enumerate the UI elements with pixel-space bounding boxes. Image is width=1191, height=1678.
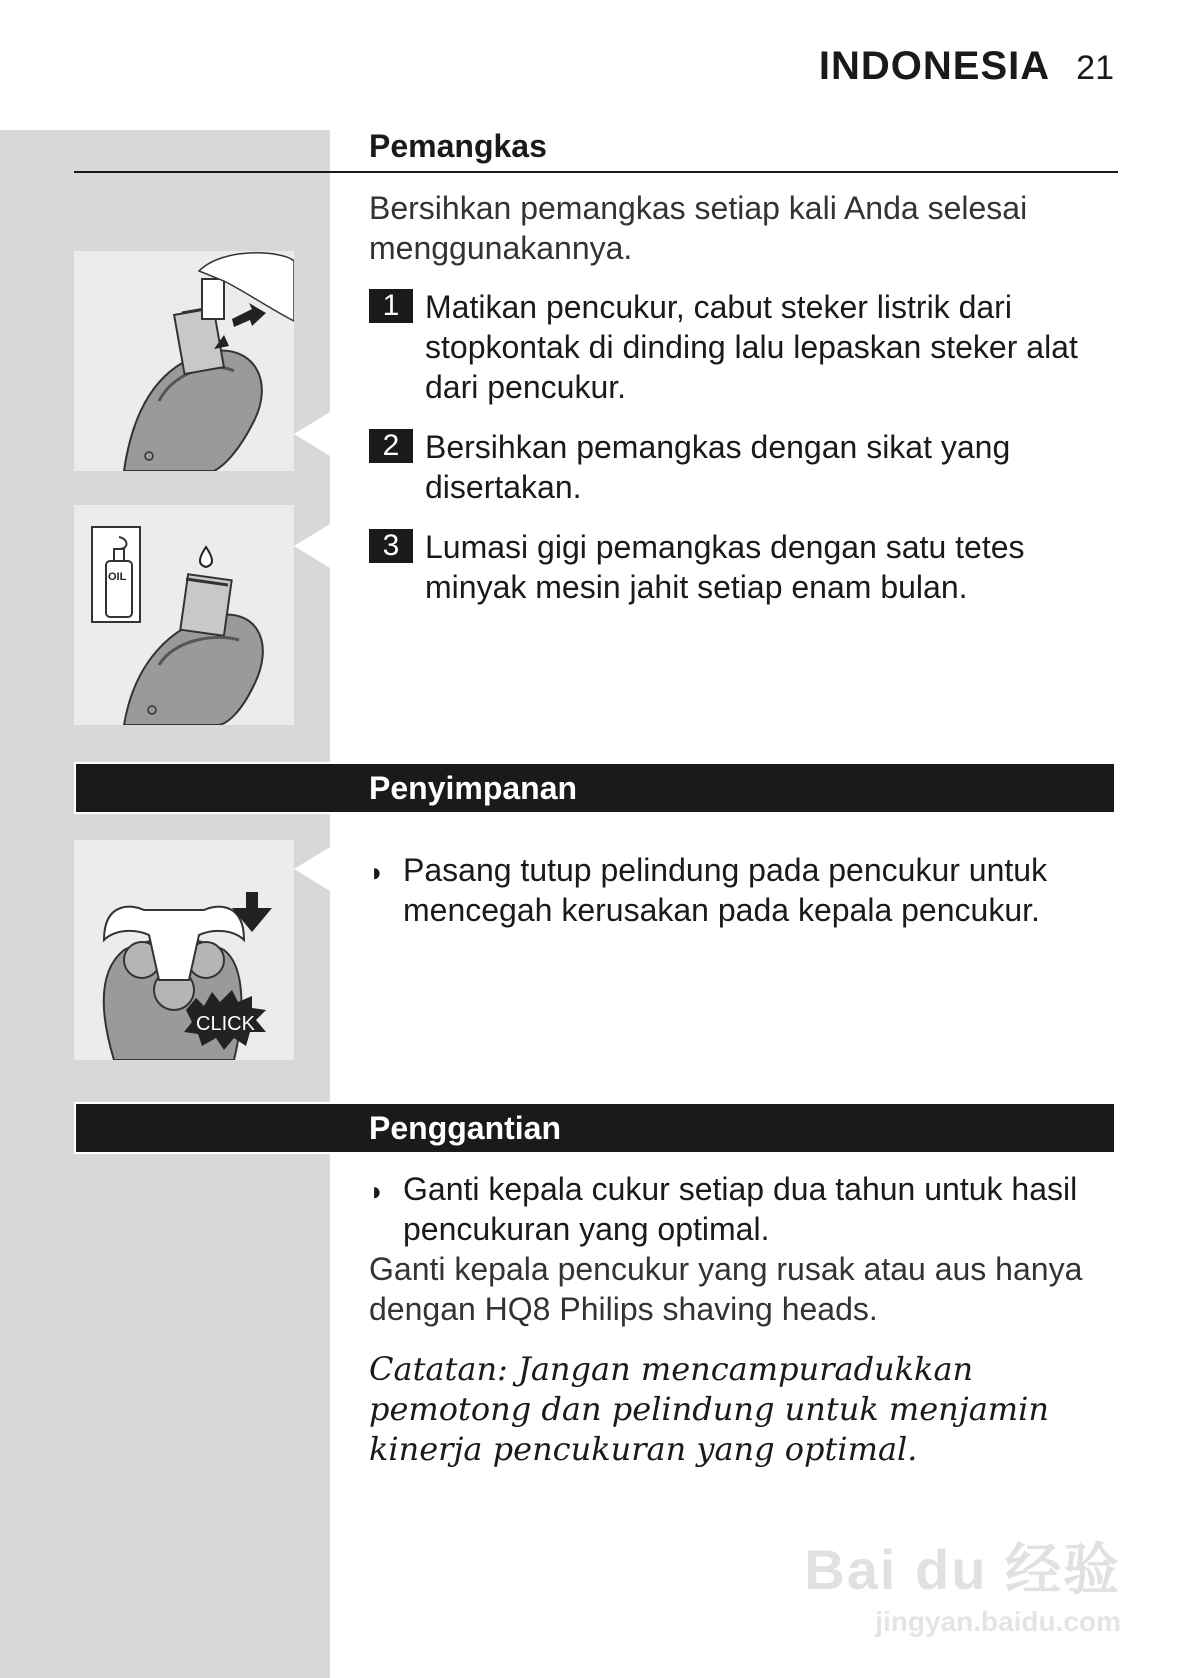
step-number: 3: [369, 529, 413, 563]
figure-pointer: [294, 524, 330, 568]
page-number: 21: [1076, 49, 1114, 87]
figure-oil-trimmer: [74, 505, 294, 725]
replacement-note: Catatan: Jangan mencampuradukkan pemotong dan pelindung untuk menjamin kinerja pencukuran yang optimal.: [369, 1350, 1049, 1468]
figure-brush-trimmer: [74, 251, 294, 471]
figure-pointer: [294, 847, 330, 891]
watermark-url: jingyan.baidu.com: [875, 1606, 1121, 1637]
watermark-logo: Bai du 经验: [804, 1538, 1121, 1601]
section-band-storage: [74, 762, 1116, 814]
figure-pointer: [294, 412, 330, 456]
figure-protection-cap: [74, 840, 294, 1060]
bullet-text: Pasang tutup pelindung pada pencukur untuk mencegah kerusakan pada kepala pencukur.: [403, 852, 1048, 928]
click-label: CLICK: [196, 1013, 255, 1035]
step-3: [369, 527, 1119, 607]
section-title-storage: Penyimpanan: [369, 770, 578, 806]
step-number: 1: [369, 289, 413, 323]
step-text: Bersihkan pemangkas dengan sikat yang disertakan.: [425, 429, 1011, 505]
trimmer-intro: Bersihkan pemangkas setiap kali Anda selesai menggunakannya.: [369, 190, 1028, 266]
replacement-bullet: [369, 1169, 1119, 1249]
section-title-replacement: Penggantian: [369, 1110, 562, 1146]
section-title-trimmer: Pemangkas: [369, 128, 547, 164]
step-2: [369, 427, 1119, 507]
section-divider: [74, 171, 1118, 173]
step-1: [369, 287, 1119, 407]
bullet-mark: ◗: [369, 857, 385, 887]
storage-bullet: [369, 850, 1119, 930]
bullet-text: Ganti kepala cukur setiap dua tahun untuk hasil pencukuran yang optimal.: [403, 1171, 1078, 1247]
language-heading: INDONESIA: [818, 44, 1051, 88]
oil-label: OIL: [108, 571, 127, 583]
replacement-body: Ganti kepala pencukur yang rusak atau aus hanya dengan HQ8 Philips shaving heads.: [369, 1251, 1083, 1327]
section-band-replacement: [74, 1102, 1116, 1154]
step-text: Matikan pencukur, cabut steker listrik dari stopkontak di dinding lalu lepaskan steker alat dari pencukur.: [425, 289, 1078, 405]
step-number: 2: [369, 429, 413, 463]
step-text: Lumasi gigi pemangkas dengan satu tetes minyak mesin jahit setiap enam bulan.: [425, 529, 1025, 605]
page-header: [819, 44, 1114, 89]
bullet-mark: ◗: [369, 1176, 385, 1206]
baidu-watermark: [804, 1526, 1121, 1638]
